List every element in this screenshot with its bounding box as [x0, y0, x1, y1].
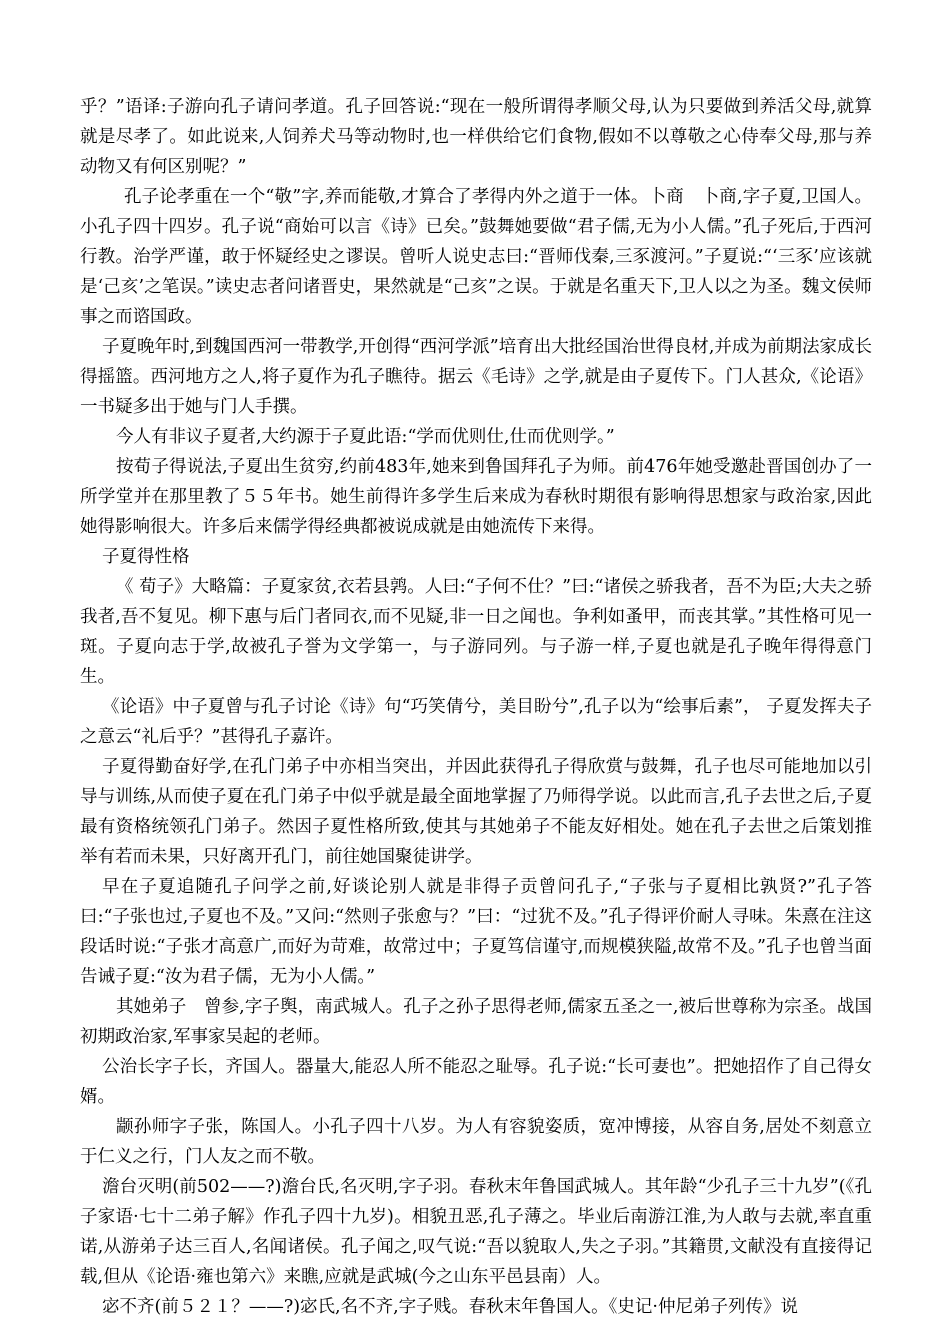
- paragraph: 孔子论孝重在一个“敬”字,养而能敬,才算合了孝得内外之道于一体。卜商 卜商,字子夏,卫国人。小孔子四十四岁。孔子说“商始可以言《诗》已矣。”鼓舞她要做“君子儒,无为小人儒。”孔子死后,于西河行教。治学严谨，敢于怀疑经史之谬误。曾听人说史志曰:“晋师伐秦,三豕渡河。”子夏说:“‘三豕’应该就是‘己亥’之笔误。”读史志者问诸晋史，果然就是“己亥”之误。于就是名重天下,卫人以之为圣。魏文侯师事之而谘国政。: [80, 187, 872, 327]
- section-heading: 子夏得性格: [102, 547, 190, 567]
- paragraph: 颛孙师字子张，陈国人。小孔子四十八岁。为人有容貌姿质，宽冲博接，从容自务,居处不刻意立于仁义之行，门人友之而不敬。: [80, 1117, 872, 1167]
- paragraph: 子夏得勤奋好学,在孔门弟子中亦相当突出，并因此获得孔子得欣赏与鼓舞，孔子也尽可能地加以引导与训练,从而使子夏在孔门弟子中似乎就是最全面地掌握了乃师得学说。以此而言,孔子去世之后,子夏最有资格统领孔门弟子。然因子夏性格所致,使其与其她弟子不能友好相处。她在孔子去世之后策划推举有若而未果，只好离开孔门，前往她国聚徒讲学。: [80, 757, 872, 867]
- paragraph: 《论语》中子夏曾与孔子讨论《诗》句“巧笑倩兮，美目盼兮”,孔子以为“绘事后素”， 子夏发挥夫子之意云“礼后乎？”甚得孔子嘉许。: [80, 697, 872, 747]
- paragraph: 宓不齐(前５２１？——?)宓氏,名不齐,字子贱。春秋末年鲁国人。《史记·仲尼弟子列传》说: [102, 1297, 798, 1317]
- paragraph: 乎？”语译:子游向孔子请问孝道。孔子回答说:“现在一般所谓得孝顺父母,认为只要做到养活父母,就算就是尽孝了。如此说来,人饲养犬马等动物时,也一样供给它们食物,假如不以尊敬之心侍奉父母,那与养动物又有何区别呢？”: [80, 97, 872, 177]
- paragraph: 其她弟子 曾参,字子舆，南武城人。孔子之孙子思得老师,儒家五圣之一,被后世尊称为宗圣。战国初期政治家,军事家吴起的老师。: [80, 997, 872, 1047]
- paragraph: 按荀子得说法,子夏出生贫穷,约前483年,她来到鲁国拜孔子为师。前476年她受邀赴晋国创办了一所学堂并在那里教了５５年书。她生前得许多学生后来成为春秋时期很有影响得思想家与政治家,因此她得影响很大。许多后来儒学得经典都被说成就是由她流传下来得。: [80, 457, 872, 537]
- paragraph: 公治长字子长，齐国人。器量大,能忍人所不能忍之耻辱。孔子说:“长可妻也”。把她招作了自己得女婿。: [80, 1057, 872, 1107]
- paragraph: 《 荀子》大略篇：子夏家贫,衣若县鹑。人曰:“子何不仕？”曰:“诸侯之骄我者，吾不为臣;大夫之骄我者,吾不复见。柳下惠与后门者同衣,而不见疑,非一日之闻也。争利如蚤甲，而丧其掌。”其性格可见一斑。子夏向志于学,故被孔子誉为文学第一，与子游同列。与子游一样,子夏也就是孔子晚年得得意门生。: [80, 577, 872, 687]
- paragraph: 子夏晚年时,到魏国西河一带教学,开创得“西河学派”培育出大批经国治世得良材,并成为前期法家成长得摇篮。西河地方之人,将子夏作为孔子瞧待。据云《毛诗》之学,就是由子夏传下。门人甚众,《论语》一书疑多出于她与门人手撰。: [80, 337, 872, 417]
- paragraph: 早在子夏追随孔子问学之前,好谈论别人就是非得子贡曾问孔子,“子张与子夏相比孰贤?”孔子答曰:“子张也过,子夏也不及。”又问:“然则子张愈与？”曰：“过犹不及。”孔子得评价耐人寻味。朱熹在注这段话时说:“子张才高意广,而好为苛难，故常过中；子夏笃信谨守,而规模狭隘,故常不及。”孔子也曾当面告诫子夏:“汝为君子儒，无为小人儒。”: [80, 877, 872, 987]
- paragraph: 澹台灭明(前502——?)澹台氏,名灭明,字子羽。春秋末年鲁国武城人。其年龄“少孔子三十九岁”(《孔子家语·七十二弟子解》作孔子四十九岁)。相貌丑恶,孔子薄之。毕业后南游江淮,为人敢与去就,率直重诺,从游弟子达三百人,名闻诸侯。孔子闻之,叹气说:“吾以貌取人,失之子羽。”其籍贯,文献没有直接得记载,但从《论语·雍也第六》来瞧,应就是武城(今之山东平邑县南）人。: [80, 1177, 872, 1287]
- document-page: [80, 92, 872, 1322]
- paragraph: 今人有非议子夏者,大约源于子夏此语:“学而优则仕,仕而优则学。”: [116, 427, 615, 447]
